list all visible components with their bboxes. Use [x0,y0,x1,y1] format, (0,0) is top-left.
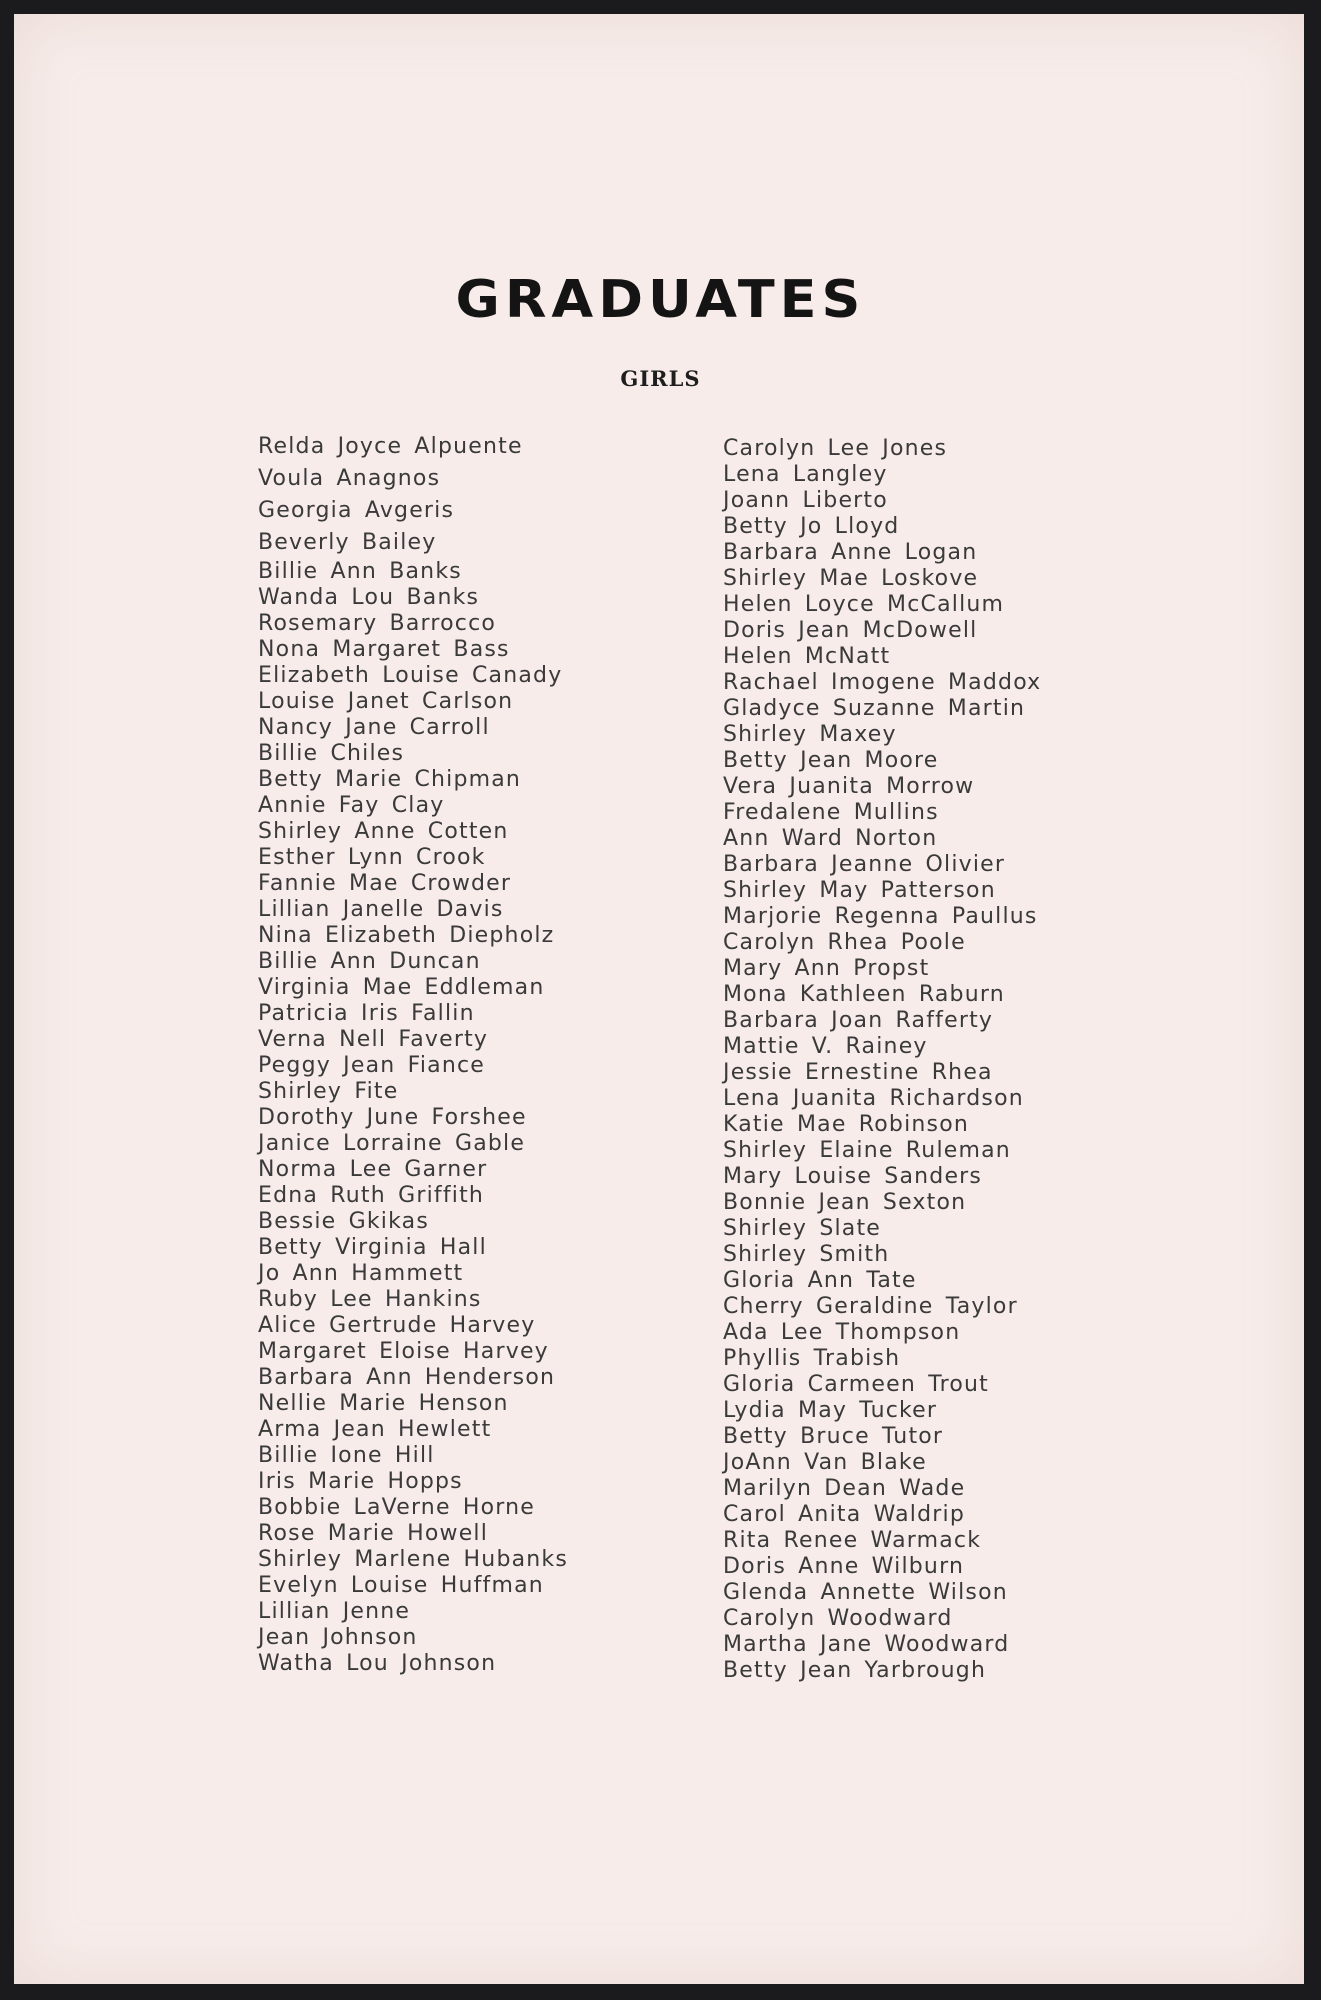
graduate-name: Watha Lou Johnson [258,1651,497,1676]
graduate-name: Doris Jean McDowell [723,618,978,643]
graduate-name: Gloria Carmeen Trout [723,1372,989,1397]
graduate-name: Lillian Jenne [258,1599,411,1624]
graduate-name: Lena Langley [723,462,888,487]
graduate-name: Lydia May Tucker [723,1398,938,1423]
graduate-name: Verna Nell Faverty [258,1027,489,1052]
graduate-name: Bobbie LaVerne Horne [258,1495,536,1520]
graduate-name: Katie Mae Robinson [723,1112,970,1137]
section-subtitle: GIRLS [620,366,701,391]
graduate-name: Janice Lorraine Gable [258,1131,526,1156]
graduate-name: Evelyn Louise Huffman [258,1573,544,1598]
graduate-name: Shirley Slate [723,1216,882,1241]
graduate-name: Shirley Maxey [723,722,897,747]
graduate-name: Bonnie Jean Sexton [723,1190,967,1215]
graduate-name: Mattie V. Rainey [723,1034,928,1059]
graduate-name: Betty Bruce Tutor [723,1424,944,1449]
graduate-name: Shirley Elaine Ruleman [723,1138,1011,1163]
graduate-name: Billie Ann Duncan [258,949,481,974]
graduate-name: Betty Jean Yarbrough [723,1658,987,1683]
graduate-name: Phyllis Trabish [723,1346,901,1371]
graduate-name: Relda Joyce Alpuente [258,434,523,459]
graduate-name: Billie Ann Banks [258,559,462,584]
graduate-name: Betty Virginia Hall [258,1235,487,1260]
graduate-name: Beverly Bailey [258,530,437,555]
graduate-name: Elizabeth Louise Canady [258,663,563,688]
graduate-name: Shirley Fite [258,1079,399,1104]
graduate-name: Marilyn Dean Wade [723,1476,966,1501]
graduate-name: Jessie Ernestine Rhea [723,1060,993,1085]
graduate-name: Patricia Iris Fallin [258,1001,475,1026]
graduate-name: Louise Janet Carlson [258,689,514,714]
graduate-name: Barbara Joan Rafferty [723,1008,994,1033]
graduate-name: Carolyn Woodward [723,1606,953,1631]
graduate-name: Billie Chiles [258,741,405,766]
graduate-name: Nina Elizabeth Diepholz [258,923,555,948]
graduate-name: Shirley Smith [723,1242,890,1267]
graduate-name: Carolyn Rhea Poole [723,930,966,955]
graduate-name: Rita Renee Warmack [723,1528,982,1553]
graduate-name: Mary Ann Propst [723,956,930,981]
graduate-name: Nellie Marie Henson [258,1391,509,1416]
graduate-name: Dorothy June Forshee [258,1105,527,1130]
graduate-name: Billie Ione Hill [258,1443,435,1468]
graduate-name: Fannie Mae Crowder [258,871,512,896]
graduate-name: Doris Anne Wilburn [723,1554,965,1579]
graduate-name: Shirley Anne Cotten [258,819,509,844]
graduate-name: Shirley Mae Loskove [723,566,979,591]
graduate-name: Shirley Marlene Hubanks [258,1547,569,1572]
graduate-name: Barbara Anne Logan [723,540,978,565]
graduate-name: Mona Kathleen Raburn [723,982,1005,1007]
graduate-name: Bessie Gkikas [258,1209,429,1234]
graduate-name: Rosemary Barrocco [258,611,497,636]
graduate-name: Annie Fay Clay [258,793,445,818]
page-title: GRADUATES [455,269,866,330]
graduate-name: Cherry Geraldine Taylor [723,1294,1018,1319]
graduate-name: Glenda Annette Wilson [723,1580,1008,1605]
graduate-name: Marjorie Regenna Paullus [723,904,1038,929]
graduate-name: Martha Jane Woodward [723,1632,1010,1657]
graduate-name: Nancy Jane Carroll [258,715,490,740]
graduate-name: Ada Lee Thompson [723,1320,961,1345]
graduate-name: Vera Juanita Morrow [723,774,975,799]
graduate-name: Iris Marie Hopps [258,1469,463,1494]
graduate-name: Ruby Lee Hankins [258,1287,482,1312]
graduate-name: Betty Jo Lloyd [723,514,900,539]
graduate-name: Esther Lynn Crook [258,845,486,870]
graduate-name: Lillian Janelle Davis [258,897,504,922]
graduate-name: Helen McNatt [723,644,891,669]
graduate-name: Arma Jean Hewlett [258,1417,492,1442]
graduate-name: Carol Anita Waldrip [723,1502,966,1527]
graduate-name: Rose Marie Howell [258,1521,489,1546]
graduate-name: Joann Liberto [723,488,888,513]
graduate-name: Gladyce Suzanne Martin [723,696,1026,721]
graduate-name: Carolyn Lee Jones [723,436,948,461]
graduate-name: Lena Juanita Richardson [723,1086,1024,1111]
graduate-name: Ann Ward Norton [723,826,938,851]
graduate-name: Jean Johnson [258,1625,418,1650]
names-column-left [258,431,568,1677]
graduate-name: Barbara Ann Henderson [258,1365,556,1390]
graduate-name: Georgia Avgeris [258,498,455,523]
graduate-name: Barbara Jeanne Olivier [723,852,1006,877]
graduate-name: Shirley May Patterson [723,878,996,903]
graduate-name: Wanda Lou Banks [258,585,480,610]
graduate-name: JoAnn Van Blake [723,1450,927,1475]
graduate-name: Betty Jean Moore [723,748,939,773]
graduate-name: Fredalene Mullins [723,800,939,825]
graduate-name: Jo Ann Hammett [258,1261,464,1286]
graduate-name: Peggy Jean Fiance [258,1053,486,1078]
graduate-name: Voula Anagnos [258,466,441,491]
names-column-right [723,436,1041,1684]
graduate-name: Mary Louise Sanders [723,1164,983,1189]
graduate-name: Rachael Imogene Maddox [723,670,1042,695]
graduate-name: Virginia Mae Eddleman [258,975,545,1000]
graduate-name: Alice Gertrude Harvey [258,1313,536,1338]
graduate-name: Nona Margaret Bass [258,637,510,662]
graduate-name: Norma Lee Garner [258,1157,488,1182]
graduate-name: Helen Loyce McCallum [723,592,1005,617]
graduate-name: Betty Marie Chipman [258,767,522,792]
graduate-name: Margaret Eloise Harvey [258,1339,549,1364]
graduate-name: Gloria Ann Tate [723,1268,917,1293]
graduate-name: Edna Ruth Griffith [258,1183,485,1208]
